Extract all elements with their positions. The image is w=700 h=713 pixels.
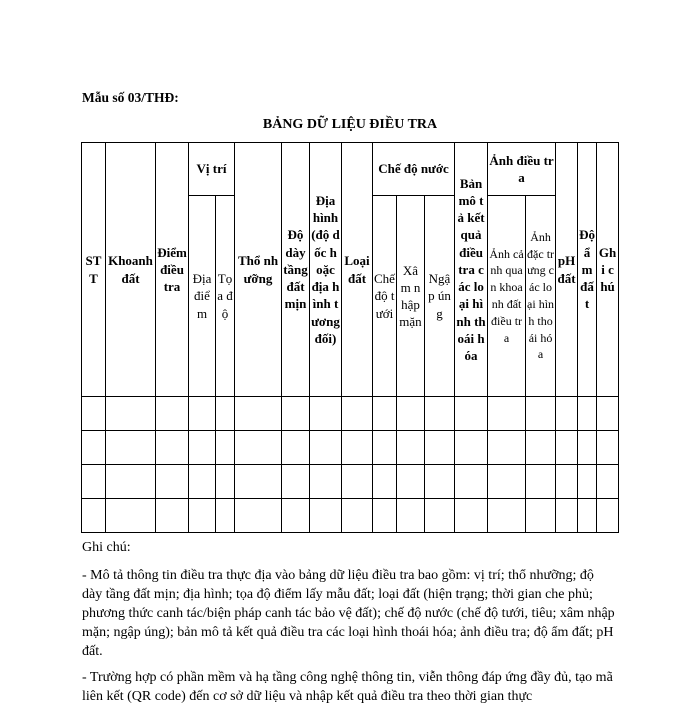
header-ghi-chu: Ghi chú <box>597 143 619 397</box>
table-cell[interactable] <box>597 397 619 431</box>
table-cell[interactable] <box>455 431 488 465</box>
table-cell[interactable] <box>597 499 619 533</box>
table-cell[interactable] <box>189 431 216 465</box>
table-cell[interactable] <box>189 499 216 533</box>
notes-section <box>82 538 617 713</box>
table-cell[interactable] <box>106 499 156 533</box>
table-cell[interactable] <box>373 465 397 499</box>
table-cell[interactable] <box>310 499 342 533</box>
header-toa-do: Tọa độ <box>216 196 235 397</box>
table-cell[interactable] <box>488 465 526 499</box>
table-cell[interactable] <box>235 499 282 533</box>
table-cell[interactable] <box>488 397 526 431</box>
table-row <box>82 499 619 533</box>
table-cell[interactable] <box>82 431 106 465</box>
table-cell[interactable] <box>556 499 578 533</box>
table-cell[interactable] <box>526 499 556 533</box>
table-cell[interactable] <box>425 499 455 533</box>
table-cell[interactable] <box>282 397 310 431</box>
table-cell[interactable] <box>578 499 597 533</box>
header-diem-dieu-tra: Điểm điều tra <box>156 143 189 397</box>
table-row <box>82 431 619 465</box>
header-do-day-tang-dat-min: Độ dày tầng đất mịn <box>282 143 310 397</box>
table-cell[interactable] <box>578 431 597 465</box>
table-cell[interactable] <box>156 431 189 465</box>
table-cell[interactable] <box>373 499 397 533</box>
table-cell[interactable] <box>310 465 342 499</box>
note-item: - Mô tả thông tin điều tra thực địa vào bảng dữ liệu điều tra bao gồm: vị trí; thổ nhưỡng; độ dày tầng đất mịn; địa hình; tọa độ điểm lấy mẫu đất; loại đất (hiện trạng; thời gian che phủ; phương thức canh tác/biện pháp canh tác bảo vệ đất); chế độ nước (chế độ tưới, tiêu; xâm nhập mặn; ngập úng); bản mô tả kết quả điều tra các loại hình thoái hóa; ảnh điều tra; độ ẩm đất; pH đất. <box>82 568 615 659</box>
table-cell[interactable] <box>526 431 556 465</box>
table-cell[interactable] <box>397 499 425 533</box>
table-cell[interactable] <box>342 499 373 533</box>
table-cell[interactable] <box>106 431 156 465</box>
table-cell[interactable] <box>310 397 342 431</box>
table-cell[interactable] <box>82 465 106 499</box>
table-cell[interactable] <box>342 465 373 499</box>
table-cell[interactable] <box>578 397 597 431</box>
header-anh-dac-trung: Ảnh đặc trưng các loại hình thoái hóa <box>526 196 556 397</box>
table-cell[interactable] <box>342 397 373 431</box>
table-cell[interactable] <box>526 465 556 499</box>
table-cell[interactable] <box>235 431 282 465</box>
table-cell[interactable] <box>455 465 488 499</box>
table-cell[interactable] <box>282 499 310 533</box>
header-do-am-dat: Độ ẩm đất <box>578 143 597 397</box>
table-cell[interactable] <box>189 397 216 431</box>
survey-data-table <box>81 142 619 533</box>
table-cell[interactable] <box>156 465 189 499</box>
notes-heading: Ghi chú: <box>82 540 131 555</box>
table-cell[interactable] <box>397 431 425 465</box>
table-cell[interactable] <box>455 499 488 533</box>
document-title: BẢNG DỮ LIỆU ĐIỀU TRA <box>262 117 438 132</box>
header-dia-diem: Địa điểm <box>189 196 216 397</box>
table-cell[interactable] <box>106 397 156 431</box>
note-item: - Trường hợp có phần mềm và hạ tầng công nghệ thông tin, viễn thông đáp ứng đầy đủ, tạo mã liên kết (QR code) đến cơ sở dữ liệu và nhập kết quả điều tra theo thời gian thực <box>82 670 613 704</box>
table-cell[interactable] <box>342 431 373 465</box>
table-cell[interactable] <box>488 499 526 533</box>
table-cell[interactable] <box>425 431 455 465</box>
table-cell[interactable] <box>597 431 619 465</box>
header-che-do-nuoc: Chế độ nước <box>373 143 455 196</box>
table-cell[interactable] <box>216 431 235 465</box>
table-cell[interactable] <box>373 397 397 431</box>
form-number: Mẫu số 03/THĐ: <box>82 90 179 105</box>
table-cell[interactable] <box>556 465 578 499</box>
table-cell[interactable] <box>455 397 488 431</box>
table-cell[interactable] <box>82 499 106 533</box>
table-cell[interactable] <box>216 397 235 431</box>
table-cell[interactable] <box>397 465 425 499</box>
table-cell[interactable] <box>526 397 556 431</box>
table-cell[interactable] <box>397 397 425 431</box>
table-cell[interactable] <box>282 431 310 465</box>
table-cell[interactable] <box>82 397 106 431</box>
table-row <box>82 465 619 499</box>
header-vi-tri: Vị trí <box>189 143 235 196</box>
table-cell[interactable] <box>156 499 189 533</box>
table-cell[interactable] <box>310 431 342 465</box>
header-ngap-ung: Ngập úng <box>425 196 455 397</box>
header-ban-mo-ta: Bản mô tả kết quả điều tra các loại hình thoái hóa <box>455 143 488 397</box>
table-cell[interactable] <box>282 465 310 499</box>
table-cell[interactable] <box>556 397 578 431</box>
table-row <box>82 397 619 431</box>
header-anh-canh-quan: Ảnh cảnh quan khoanh đất điều tra <box>488 196 526 397</box>
header-loai-dat: Loại đất <box>342 143 373 397</box>
header-che-do-tuoi: Chế độ tưới <box>373 196 397 397</box>
header-stt: STT <box>82 143 106 397</box>
header-xam-nhap-man: Xâm nhập mặn <box>397 196 425 397</box>
table-cell[interactable] <box>597 465 619 499</box>
table-cell[interactable] <box>189 465 216 499</box>
table-cell[interactable] <box>425 465 455 499</box>
table-cell[interactable] <box>373 431 397 465</box>
table-cell[interactable] <box>488 431 526 465</box>
table-cell[interactable] <box>578 465 597 499</box>
header-anh-dieu-tra: Ảnh điều tra <box>488 143 556 196</box>
table-cell[interactable] <box>556 431 578 465</box>
table-cell[interactable] <box>106 465 156 499</box>
header-tho-nhuong: Thổ nhưỡng <box>235 143 282 397</box>
table-cell[interactable] <box>216 499 235 533</box>
header-dia-hinh: Địa hình (độ dốc hoặc địa hình tương đối) <box>310 143 342 397</box>
table-cell[interactable] <box>156 397 189 431</box>
table-cell[interactable] <box>216 465 235 499</box>
header-ph-dat: pH đất <box>556 143 578 397</box>
table-cell[interactable] <box>235 465 282 499</box>
table-cell[interactable] <box>235 397 282 431</box>
header-khoanh-dat: Khoanh đất <box>106 143 156 397</box>
table-cell[interactable] <box>425 397 455 431</box>
